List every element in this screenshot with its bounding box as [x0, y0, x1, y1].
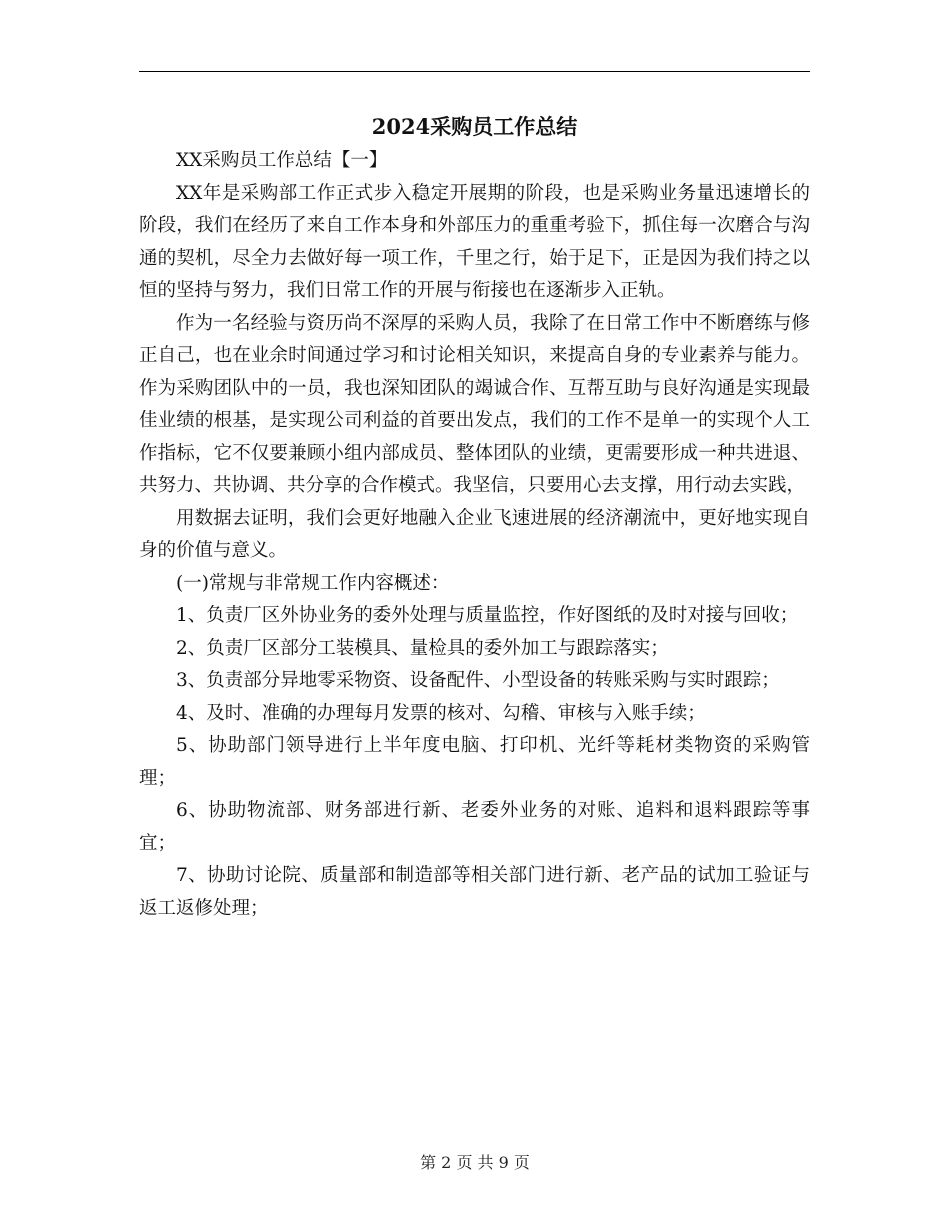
section-heading: XX采购员工作总结【一】 — [176, 150, 388, 171]
list-item: 1、负责厂区外协业务的委外处理与质量监控，作好图纸的及时对接与回收； — [176, 605, 799, 626]
list-item: 5、协助部门领导进行上半年度电脑、打印机、光纤等耗材类物资的采购管理； — [139, 735, 810, 789]
list-item: 6、协助物流部、财务部进行新、老委外业务的对账、追料和退料跟踪等事宜； — [139, 800, 810, 854]
document-body — [139, 145, 810, 925]
list-item: 7、协助讨论院、质量部和制造部等相关部门进行新、老产品的试加工验证与返工返修处理； — [139, 865, 810, 919]
list-item: 3、负责部分异地零采物资、设备配件、小型设备的转账采购与实时跟踪； — [176, 670, 780, 691]
list-item: 4、及时、准确的办理每月发票的核对、勾稽、审核与入账手续； — [176, 702, 706, 724]
body-paragraph: XX年是采购部工作正式步入稳定开展期的阶段，也是采购业务量迅速增长的阶段，我们在经历了来自工作本身和外部压力的重重考验下，抓住每一次磨合与沟通的契机，尽全力去做好每一项工作，千里之行，始于足下，正是因为我们持之以恒的坚持与努力，我们日常工作的开展与衔接也在逐渐步入正轨。 — [139, 182, 810, 301]
body-paragraph: 用数据去证明，我们会更好地融入企业飞速进展的经济潮流中，更好地实现自身的价值与意义。 — [139, 507, 810, 561]
subsection-heading: (一)常规与非常规工作内容概述： — [176, 572, 450, 594]
list-item: 2、负责厂区部分工装模具、量检具的委外加工与跟踪落实； — [176, 637, 669, 659]
page-number: 第 2 页 共 9 页 — [420, 1153, 530, 1172]
header-rule — [139, 71, 810, 72]
document-title: 2024采购员工作总结 — [371, 114, 578, 139]
body-paragraph: 作为一名经验与资历尚不深厚的采购人员，我除了在日常工作中不断磨练与修正自己，也在业余时间通过学习和讨论相关知识，来提高自身的专业素养与能力。作为采购团队中的一员，我也深知团队的竭诚合作、互帮互助与良好沟通是实现最佳业绩的根基，是实现公司利益的首要出发点，我们的工作不是单一的实现个人工作指标，它不仅要兼顾小组内部成员、整体团队的业绩，更需要形成一种共进退、共努力、共协调、共分享的合作模式。我坚信，只要用心去支撑，用行动去实践， — [139, 312, 810, 496]
